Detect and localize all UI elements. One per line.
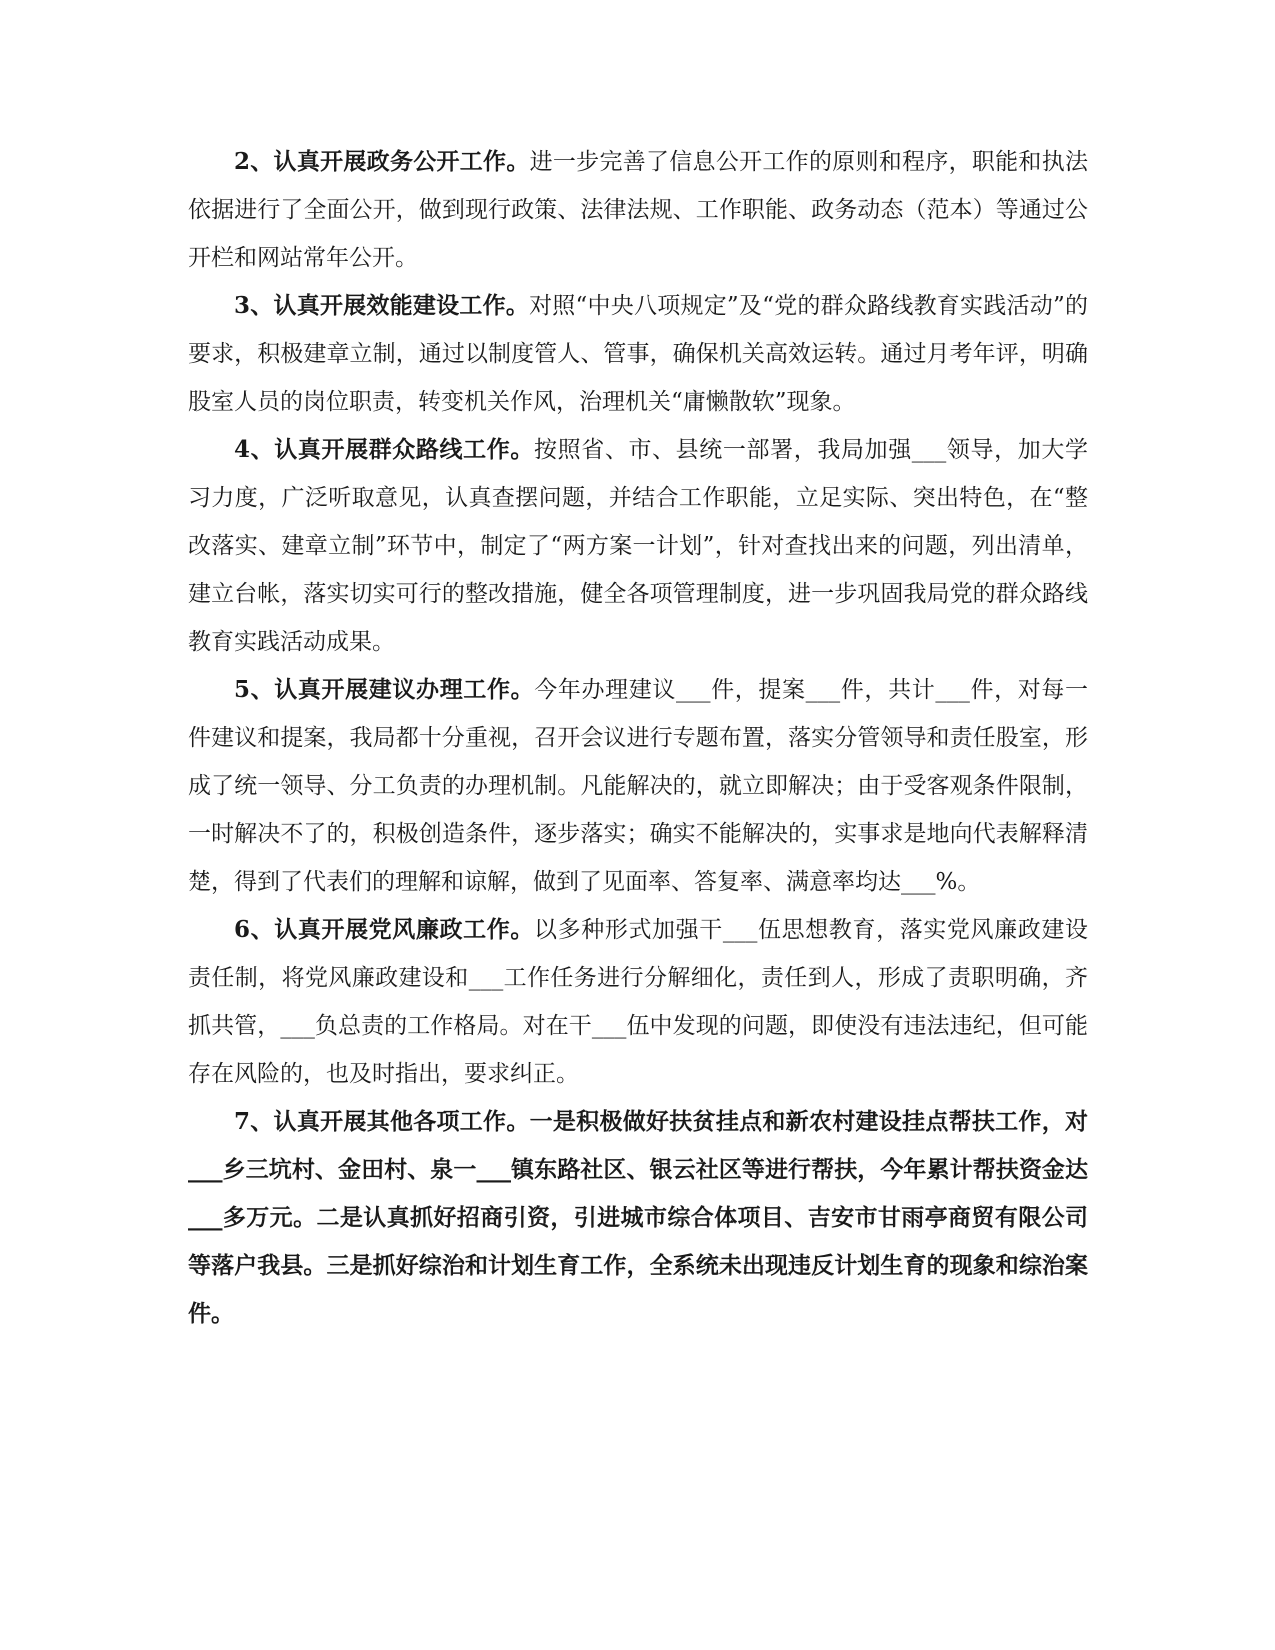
- paragraph-body: 对照“中央八项规定”及“党的群众路线教育实践活动”的要求，积极建章立制，通过以制度管人、管事，确保机关高效运转。通过月考年评，明确股室人员的岗位职责，转变机关作风，治理机关“庸懒散软”现象。: [188, 293, 1088, 415]
- paragraph-body: 进一步完善了信息公开工作的原则和程序，职能和执法依据进行了全面公开，做到现行政策、法律法规、工作职能、政务动态（范本）等通过公开栏和网站常年公开。: [188, 149, 1088, 271]
- paragraph-body: 按照省、市、县统一部署，我局加强___领导，加大学习力度，广泛听取意见，认真查摆问题，并结合工作职能，立足实际、突出特色，在“整改落实、建章立制”环节中，制定了“两方案一计划”，针对查找出来的问题，列出清单，建立台帐，落实切实可行的整改措施，健全各项管理制度，进一步巩固我局党的群众路线教育实践活动成果。: [188, 437, 1088, 655]
- paragraph-7: [188, 1098, 1088, 1338]
- paragraph-lead: 4、认真开展群众路线工作。: [234, 436, 534, 463]
- document-page: [188, 138, 1088, 1338]
- paragraph-lead: 7、认真开展其他各项工作。: [234, 1108, 530, 1135]
- paragraph-lead: 6、认真开展党风廉政工作。: [234, 916, 534, 943]
- paragraph-6: [188, 906, 1088, 1098]
- paragraph-2: [188, 138, 1088, 282]
- paragraph-5: [188, 666, 1088, 906]
- paragraph-body: 一是积极做好扶贫挂点和新农村建设挂点帮扶工作，对___乡三坑村、金田村、泉一___镇东路社区、银云社区等进行帮扶，今年累计帮扶资金达___多万元。二是认真抓好招商引资，引进城市综合体项目、吉安市甘雨亭商贸有限公司等落户我县。三是抓好综治和计划生育工作，全系统未出现违反计划生育的现象和综治案件。: [188, 1108, 1088, 1327]
- paragraph-lead: 3、认真开展效能建设工作。: [234, 292, 530, 319]
- paragraph-lead: 5、认真开展建议办理工作。: [234, 676, 535, 703]
- paragraph-body: 以多种形式加强干___伍思想教育，落实党风廉政建设责任制，将党风廉政建设和___工作任务进行分解细化，责任到人，形成了责职明确，齐抓共管，___负总责的工作格局。对在干___伍中发现的问题，即使没有违法违纪，但可能存在风险的，也及时指出，要求纠正。: [188, 917, 1088, 1087]
- paragraph-body: 今年办理建议___件，提案___件，共计___件，对每一件建议和提案，我局都十分重视，召开会议进行专题布置，落实分管领导和责任股室，形成了统一领导、分工负责的办理机制。凡能解决的，就立即解决；由于受客观条件限制，一时解决不了的，积极创造条件，逐步落实；确实不能解决的，实事求是地向代表解释清楚，得到了代表们的理解和谅解，做到了见面率、答复率、满意率均达___%。: [188, 677, 1088, 895]
- paragraph-3: [188, 282, 1088, 426]
- paragraph-lead: 2、认真开展政务公开工作。: [234, 148, 530, 175]
- paragraph-4: [188, 426, 1088, 666]
